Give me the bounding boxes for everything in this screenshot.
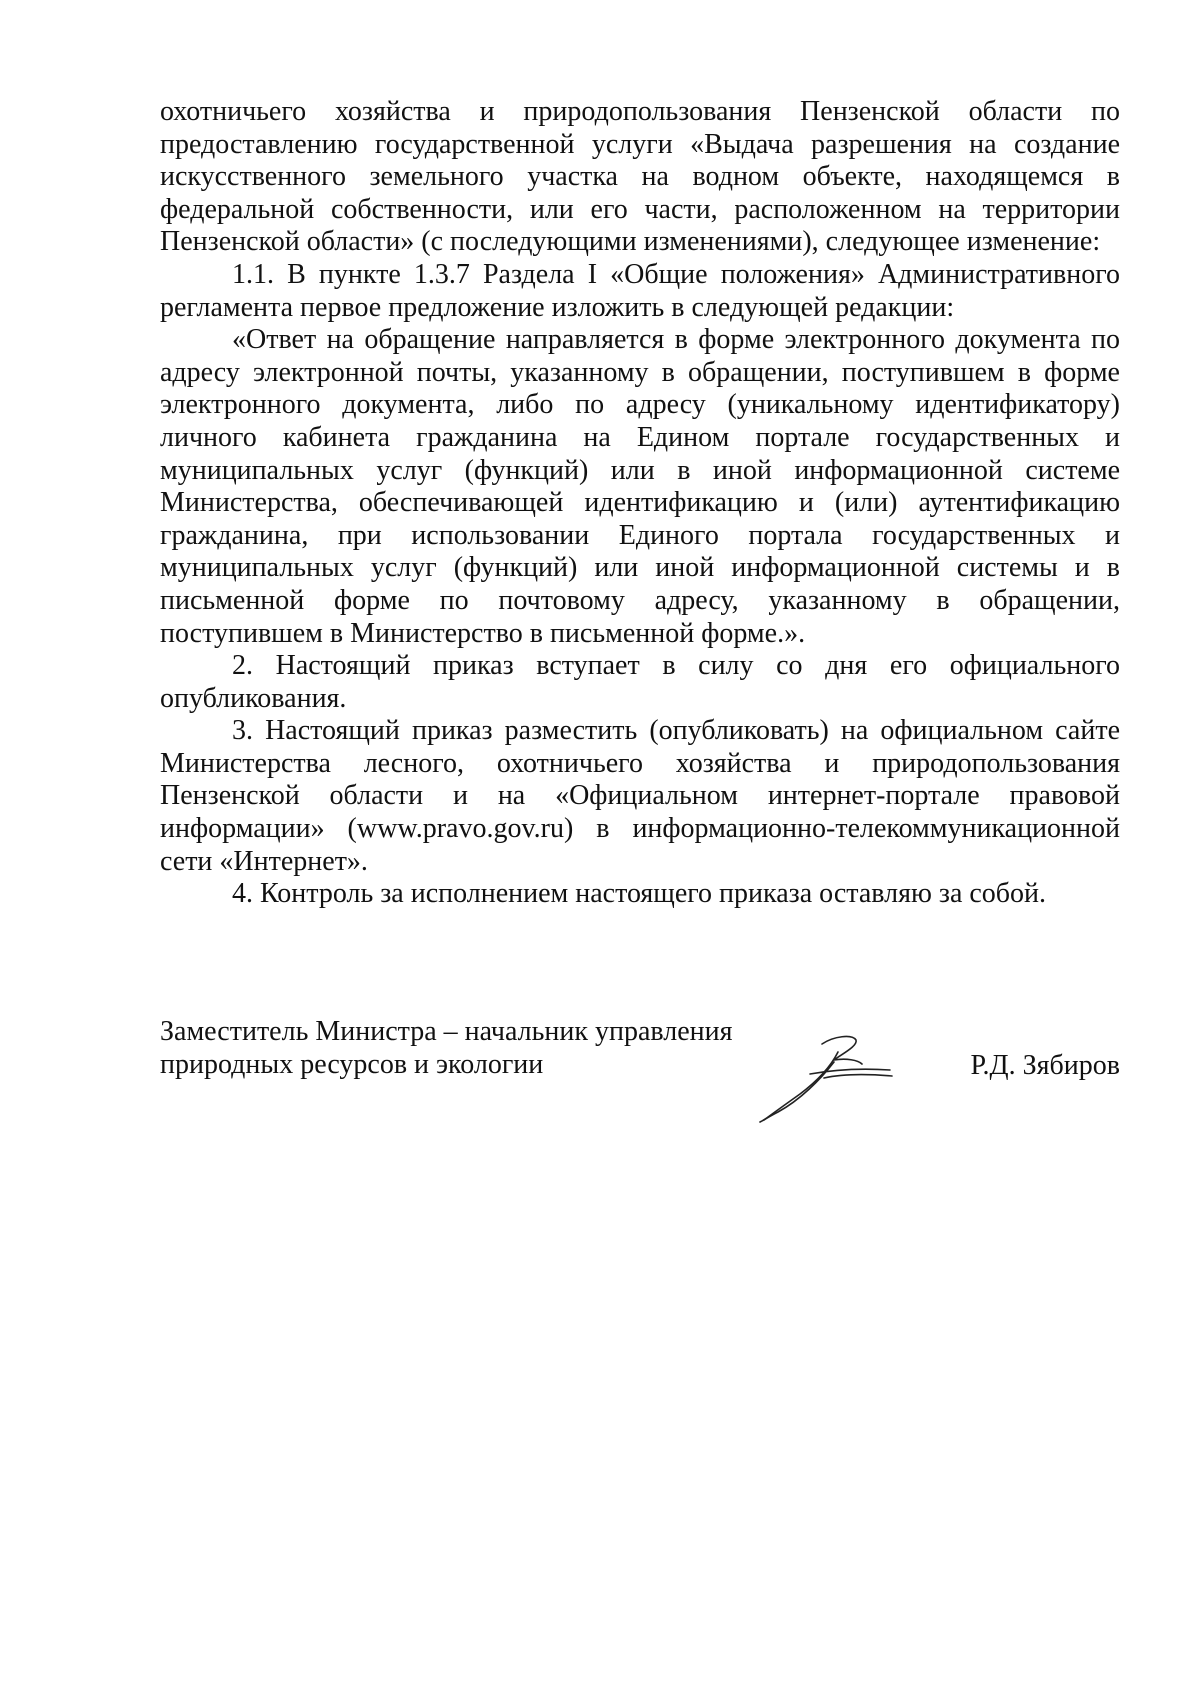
signatory-position: Заместитель Министра – начальник управления природных ресурсов и экологии (160, 1016, 733, 1080)
document-body (160, 96, 1120, 911)
handwritten-signature (750, 1026, 900, 1136)
item-3-paragraph: 3. Настоящий приказ разместить (опубликовать) на официальном сайте Министерства лесного, охотничьего хозяйства и природопользования Пензенской области и на «Официальном интернет-портале правовой информации» (www.pravo.gov.ru) в информационно-телекоммуникационной сети «Интернет». (160, 715, 1120, 877)
quote-paragraph: «Ответ на обращение направляется в форме электронного документа по адресу электронной почты, указанному в обращении, поступившем в форме электронного документа, либо по адресу (уникальному идентификатору) личного кабинета гражданина на Едином портале государственных и муниципальных услуг (функций) или в иной информационной системе Министерства, обеспечивающей идентификацию и (или) аутентификацию гражданина, при использовании Единого портала государственных и муниципальных услуг (функций) или иной информационной системы и в письменной форме по почтовому адресу, указанному в обращении, поступившем в Министерство в письменной форме.». (160, 324, 1120, 649)
signature-block (160, 1016, 1120, 1136)
item-1-1-paragraph: 1.1. В пункте 1.3.7 Раздела I «Общие положения» Административного регламента первое предложение изложить в следующей редакции: (160, 258, 1120, 323)
intro-paragraph: охотничьего хозяйства и природопользования Пензенской области по предоставлению государственной услуги «Выдача разрешения на создание искусственного земельного участка на водном объекте, находящемся в федеральной собственности, или его части, расположенном на территории Пензенской области» (с последующими изменениями), следующее изменение: (160, 96, 1120, 258)
signatory-name: Р.Д. Зябиров (970, 1050, 1120, 1081)
item-4-paragraph: 4. Контроль за исполнением настоящего приказа оставляю за собой. (232, 878, 1047, 910)
item-2-paragraph: 2. Настоящий приказ вступает в силу со дня его официального опубликования. (160, 650, 1120, 714)
